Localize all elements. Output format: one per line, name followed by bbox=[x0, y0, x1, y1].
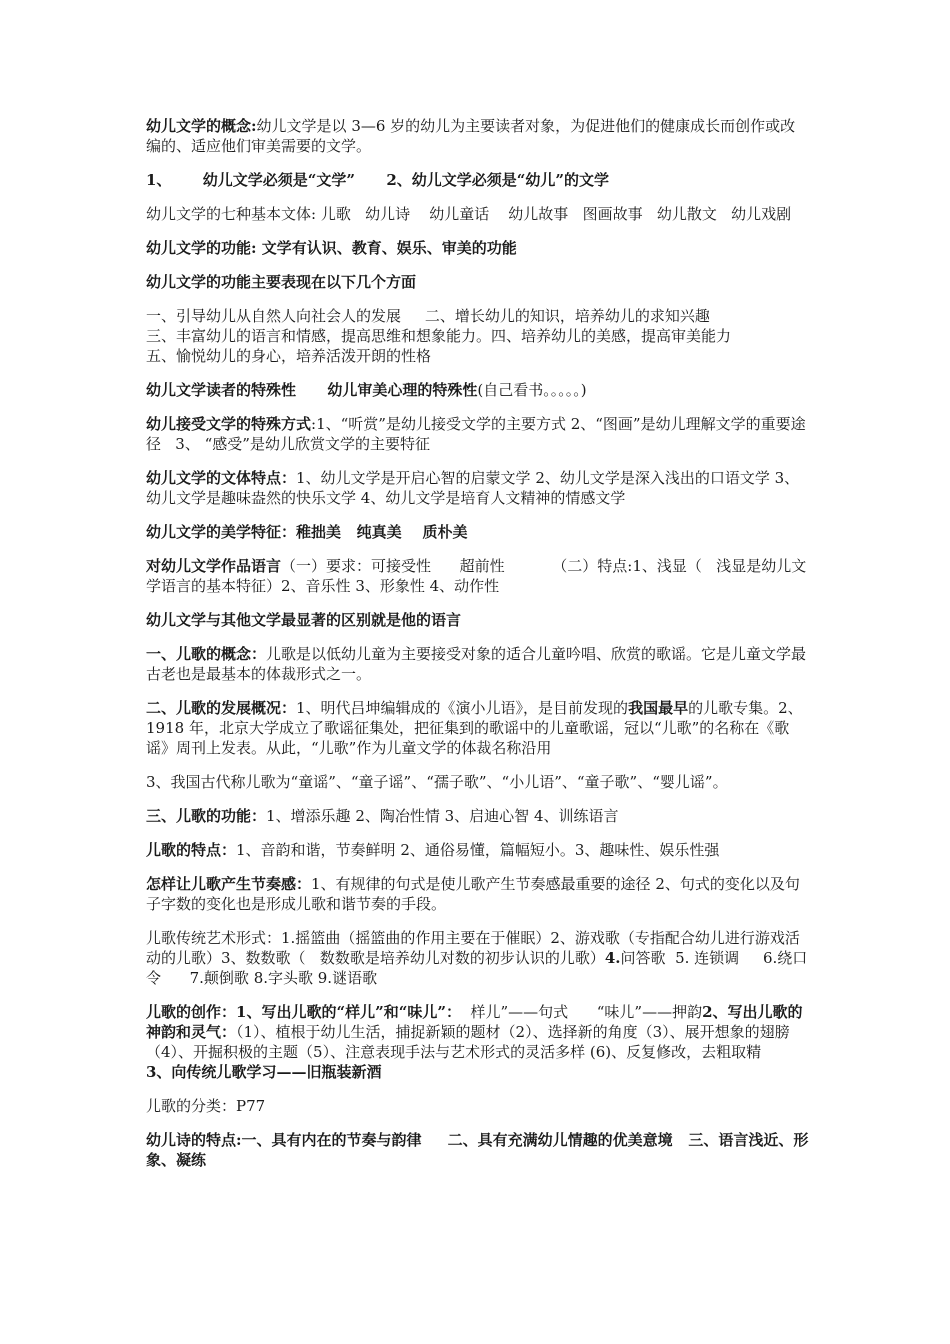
reader-note: (自己看书。。。。。) bbox=[477, 381, 587, 399]
function-aspects-heading: 幼儿文学的功能主要表现在以下几个方面 bbox=[146, 273, 417, 291]
creation-text-1: 样儿”——句式 “味儿”——押韵 bbox=[460, 1003, 703, 1021]
creation-heading-2: 2、写出儿歌的神韵和灵气： bbox=[146, 1003, 803, 1041]
aspect-line-1: 一、引导幼儿从自然人向社会人的发展 二、增长幼儿的知识，培养幼儿的求知兴趣 bbox=[146, 307, 710, 325]
style-heading: 幼儿文学的文体特点： bbox=[146, 469, 297, 487]
forms-bold: 4. bbox=[604, 949, 621, 967]
rhythm-method bbox=[146, 874, 810, 914]
forms-text-2: 问答歌 5. 连锁调 6.绕口令 7.颠倒歌 8.字头歌 9.谜语歌 bbox=[146, 949, 808, 987]
reader-particularity bbox=[146, 380, 810, 400]
creation-text-2: （1）、植根于幼儿生活，捕捉新颖的题材（2）、选择新的角度（3）、展开想象的翅膀（4）、开掘积极的主题（5）、注意表现手法与艺术形式的灵活多样 (6)、反复修改，去粗取精 bbox=[146, 1023, 790, 1061]
rhyme-features-text: 1、音韵和谐，节奏鲜明 2、通俗易懂，篇幅短小。3、趣味性、娱乐性强 bbox=[236, 841, 720, 859]
rhyme-features-heading: 儿歌的特点： bbox=[146, 841, 237, 859]
style-text: 1、幼儿文学是开启心智的启蒙文学 2、幼儿文学是深入浅出的口语文学 3、幼儿文学是趣味盎然的快乐文学 4、幼儿文学是培育人文精神的情感文学 bbox=[146, 469, 800, 507]
ancient-names: 3、我国古代称儿歌为“童谣”、“童子谣”、“孺子歌”、“小儿语”、“童子歌”、“婴儿谣”。 bbox=[146, 773, 728, 791]
rhyme-functions-text: 1、增添乐趣 2、陶冶性情 3、启迪心智 4、训练语言 bbox=[266, 807, 619, 825]
reader-heading: 幼儿文学读者的特殊性 幼儿审美心理的特殊性 bbox=[146, 381, 478, 399]
rhyme-functions-heading: 三、儿歌的功能： bbox=[146, 807, 267, 825]
rhythm-text: 1、有规律的句式是使儿歌产生节奏感最重要的途径 2、句式的变化以及句子字数的变化也是形成儿歌和谐节奏的手段。 bbox=[146, 875, 800, 913]
rhyme-functions bbox=[146, 806, 810, 826]
history-text-2: 的儿歌专集。2、1918 年，北京大学成立了歌谣征集处，把征集到的歌谣中的儿童歌谣，冠以“儿歌”的名称在《歌谣》周刊上发表。从此，“儿歌”作为儿童文学的体裁名称沿用 bbox=[146, 699, 803, 757]
nursery-rhyme-concept bbox=[146, 644, 810, 684]
genres-line: 幼儿文学的七种基本文体: 儿歌 幼儿诗 幼儿童话 幼儿故事 图画故事 幼儿散文 幼儿戏剧 bbox=[146, 205, 792, 223]
concept-paragraph bbox=[146, 116, 810, 156]
rhyme-concept-heading: 一、儿歌的概念： bbox=[146, 645, 267, 663]
rhyme-concept-text: 儿歌是以低幼儿童为主要接受对象的适合儿童吟唱、欣赏的歌谣。它是儿童文学最古老也是最基本的体裁形式之一。 bbox=[146, 645, 807, 683]
acceptance-mode bbox=[146, 414, 810, 454]
concept-heading: 幼儿文学的概念: bbox=[146, 117, 257, 135]
traditional-forms bbox=[146, 928, 810, 988]
function-line: 幼儿文学的功能: 文学有认识、教育、娱乐、审美的功能 bbox=[146, 239, 517, 257]
history-heading: 二、儿歌的发展概况： bbox=[146, 699, 297, 717]
document-page bbox=[146, 116, 810, 1184]
forms-text-1: 儿歌传统艺术形式：1.摇篮曲（摇篮曲的作用主要在于催眠）2、游戏歌（专指配合幼儿进行游戏活动的儿歌）3、数数歌（ 数数歌是培养幼儿对数的初步认识的儿歌） bbox=[146, 929, 800, 967]
language-requirements bbox=[146, 556, 810, 596]
history-text-1: 1、明代吕坤编辑成的《演小儿语》，是目前发现的 bbox=[296, 699, 629, 717]
style-features bbox=[146, 468, 810, 508]
language-heading: 对幼儿文学作品语言 bbox=[146, 557, 282, 575]
rhyme-classification: 儿歌的分类：P77 bbox=[146, 1097, 266, 1115]
acceptance-heading: 幼儿接受文学的特殊方式 bbox=[146, 415, 312, 433]
rhyme-features bbox=[146, 840, 810, 860]
rhythm-heading: 怎样让儿歌产生节奏感： bbox=[146, 875, 312, 893]
rhyme-creation bbox=[146, 1002, 810, 1082]
creation-heading-1: 儿歌的创作：1、写出儿歌的“样儿”和“味儿”： bbox=[146, 1003, 461, 1021]
nursery-rhyme-history bbox=[146, 698, 810, 758]
function-aspects-list bbox=[146, 306, 810, 366]
language-difference: 幼儿文学与其他文学最显著的区别就是他的语言 bbox=[146, 611, 462, 629]
children-poem-features: 幼儿诗的特点:一、具有内在的节奏与韵律 二、具有充满幼儿情趣的优美意境 三、语言浅近、形象、凝练 bbox=[146, 1131, 809, 1169]
acceptance-text: :1、“听赏”是幼儿接受文学的主要方式 2、“图画”是幼儿理解文学的重要途径 3、 “感受”是幼儿欣赏文学的主要特征 bbox=[146, 415, 806, 453]
creation-heading-3: 3、向传统儿歌学习——旧瓶装新酒 bbox=[146, 1063, 382, 1081]
aspect-line-3: 五、愉悦幼儿的身心，培养活泼开朗的性格 bbox=[146, 347, 432, 365]
aspect-line-2: 三、丰富幼儿的语言和情感，提高思维和想象能力。四、培养幼儿的美感，提高审美能力 bbox=[146, 327, 732, 345]
history-bold: 我国最早 bbox=[628, 699, 689, 717]
requirements-line: 1、 幼儿文学必须是“文学” 2、幼儿文学必须是“幼儿”的文学 bbox=[146, 171, 610, 189]
language-text: （一）要求：可接受性 超前性 （二）特点:1、浅显（ 浅显是幼儿文学语言的基本特征）2、音乐性 3、形象性 4、动作性 bbox=[146, 557, 807, 595]
aesthetic-features: 幼儿文学的美学特征：稚拙美 纯真美 质朴美 bbox=[146, 523, 468, 541]
concept-text: 幼儿文学是以 3—6 岁的幼儿为主要读者对象，为促进他们的健康成长而创作或改编的、适应他们审美需要的文学。 bbox=[146, 117, 796, 155]
